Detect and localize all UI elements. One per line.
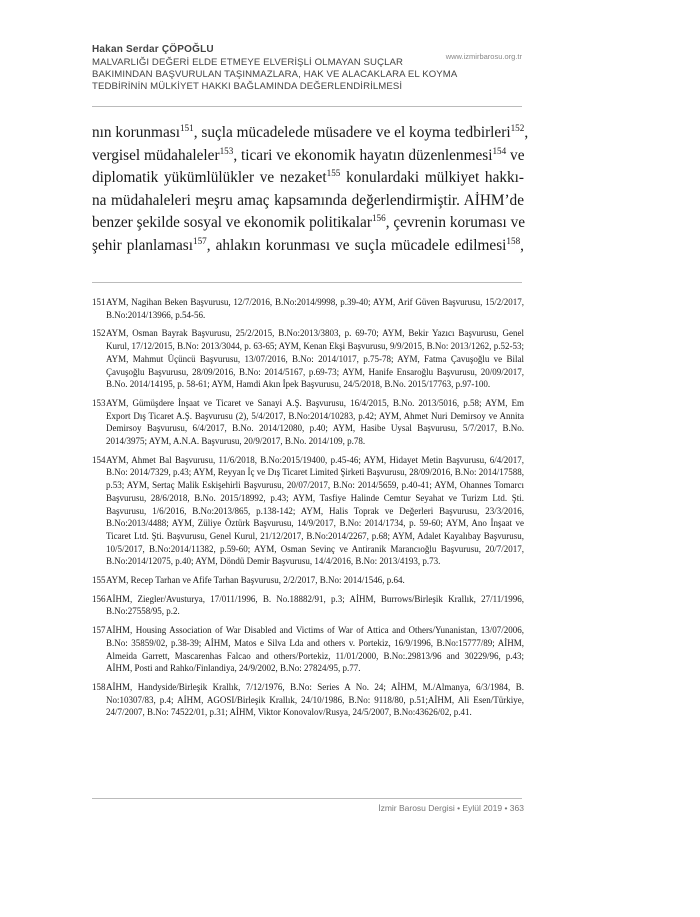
footnote-number: 153 bbox=[92, 397, 106, 408]
footnote bbox=[92, 397, 524, 448]
footnote-text: AYM, Nagihan Beken Başvurusu, 12/7/2016, B.No:2014/9998, p.39-40; AYM, Arif Güven Başvurusu, 15/2/2017, B.No:2014/13966, p.54-56. bbox=[106, 297, 524, 320]
footnote-text: AYM, Osman Bayrak Başvurusu, 25/2/2015, B.No:2013/3803, p. 69-70; AYM, Bekir Yazıcı Başvurusu, Genel Kurul, 17/12/2015, B.No: 2013/3044, p. 63-65; AYM, Kenan Ekşi Başvurusu, 9/9/2015, B.No: 2013/1262, p.52-53; AYM, Mahmut Üçüncü Başvurusu, 13/07/2016, B.No: 2014/1017, p.75-78; AYM, Fatma Çavuşoğlu ve Bilal Çavuşoğlu Başvurusu, 28/09/2016, B.No: 2014/5167, p.69-73; AYM, Hanife Ensaroğlu Başvurusu, 20/09/2017, B.No. 2014/14195, p. 58-61; AYM, Hamdi Akın İpek Başvurusu, 24/5/2018, B.No. 2015/17763, p.97-100. bbox=[106, 328, 524, 390]
footnote-ref[interactable]: 158 bbox=[506, 235, 521, 246]
page-footer: İzmir Barosu Dergisi • Eylül 2019 • 363 bbox=[378, 803, 524, 813]
footnote-number: 156 bbox=[92, 593, 106, 604]
footnote-number: 158 bbox=[92, 681, 106, 692]
body-line: diplomatik yükümlülükler ve nezaket$^{155}$ konulardaki mülkiyet hakkı- bbox=[92, 168, 525, 187]
footnote-number: 154 bbox=[92, 454, 106, 465]
footnote bbox=[92, 327, 524, 391]
footnote-ref[interactable]: 151 bbox=[179, 122, 194, 133]
footnote-number: 151 bbox=[92, 297, 106, 307]
body-text bbox=[92, 122, 529, 258]
footnote-number: 152 bbox=[92, 328, 106, 339]
footer-rule bbox=[92, 798, 522, 799]
footnote-number: 155 bbox=[92, 575, 106, 586]
body-line: vergisel müdahaleler$^{153}$, ticari ve ekonomik hayatın düzenlenmesi$^{154}$ ve bbox=[92, 145, 525, 164]
header-rule bbox=[92, 106, 522, 107]
footnote-text: AYM, Recep Tarhan ve Afife Tarhan Başvurusu, 2/2/2017, B.No: 2014/1546, p.64. bbox=[106, 575, 405, 586]
footnote bbox=[92, 454, 524, 568]
body-line: şehir planlaması$^{157}$, ahlakın korunması ve suçla mücadele edilmesi$^{158}$, bbox=[92, 235, 524, 254]
footnote-separator bbox=[92, 282, 522, 283]
footnote-ref[interactable]: 156 bbox=[371, 213, 386, 224]
author-name: Hakan Serdar ÇÖPOĞLU bbox=[92, 44, 214, 55]
footnote-ref[interactable]: 157 bbox=[193, 235, 207, 246]
running-header bbox=[92, 44, 522, 93]
footnote bbox=[92, 681, 524, 719]
footnote-text: AİHM, Handyside/Birleşik Krallık, 7/12/1976, B.No: Series A No. 24; AİHM, M./Almanya, 6/3/1984, B. No:10307/83, p.4; AİHM, AGOSI/Birleşik Krallık, 24/10/1986, B.No: 9118/80, p.51;AİHM, Ali Esen/Türkiye, 24/7/2007, B.No: 74522/01, p.31; AİHM, Viktor Konovalov/Rusya, 24/5/2007, B.No:43626/02, p.41. bbox=[106, 681, 524, 718]
footnote-text: AİHM, Housing Association of War Disabled and Victims of War of Attica and Others/Yunanistan, 13/07/2006, B.No: 35859/02, p.38-39; AİHM, Matos e Silva Lda and others v. Portekiz, 16/9/1996, B.No:15777/89; AİHM, Almeida Garrett, Mascarenhas Falcao and others/Portekiz, 11/01/2000, B.No:.29813/96 and 30229/96, p.43; AİHM, Posti and Rahko/Finlandiya, 24/9/2002, B.No: 27824/95, p.77. bbox=[106, 625, 524, 674]
footnotes bbox=[92, 296, 524, 725]
body-line: nın korunması$^{151}$, suçla mücadelede müsadere ve el koyma tedbirleri$^{152}$, bbox=[92, 122, 529, 141]
footnote-ref[interactable]: 154 bbox=[492, 145, 507, 156]
footnote bbox=[92, 593, 524, 618]
footnote-text: AİHM, Ziegler/Avusturya, 17/011/1996, B. No.18882/91, p.3; AİHM, Burrows/Birleşik Krallık, 27/11/1996, B.No:27558/95, p.2. bbox=[106, 593, 524, 617]
footnote-text: AYM, Ahmet Bal Başvurusu, 11/6/2018, B.No:2015/19400, p.45-46; AYM, Hidayet Metin Başvurusu, 6/4/2017, B.No: 2014/7329, p.43; AYM, Reyyan İç ve Dış Ticaret Limited Şirketi Başvurusu, 28/09/2016, B.No: 2014/17588, p.53; AYM, Sertaç Malik Eskişehirli Başvurusu, 20/07/2017, B.No: 2014/5659, p.40-41; AYM, Ohannes Tomarcı Başvurusu, 28/6/2018, B.No. 2015/18992, p.43; AYM, Tasfiye Halinde Cemtur Seyahat ve Turizm Ltd. Şti. Başvurusu, 1/6/2016, B.No:2013/865, p.138-142; AYM, Halis Toprak ve Değerleri Başvurusu, 23/3/2016, B.No:2013/4488; AYM, Züliye Öztürk Başvurusu, 14/9/2017, B.No: 2014/1734, p. 59-60; AYM, Ano İnşaat ve Ticaret Ltd. Şti. Başvurusu, Genel Kurul, 21/12/2017, B.No:2014/2267, p.68; AYM, Adalet Kayalıbay Başvurusu, 10/5/2017, B.No:2014/11382, p.59-60; AYM, Osman Sevinç ve Antiranik Marancıoğlu Başvurusu, 20/7/2017, B.No:2014/12075, p.40; AYM, Döndü Demir Başvurusu, 14/4/2016, B.No: 2013/4193, p.73. bbox=[106, 454, 524, 567]
footnote-ref[interactable]: 153 bbox=[219, 145, 234, 156]
body-line: na müdahaleleri meşru amaç kapsamında değerlendirmiştir. AİHM’de bbox=[92, 191, 524, 209]
website-url[interactable]: www.izmirbarosu.org.tr bbox=[445, 52, 522, 61]
footnote bbox=[92, 296, 524, 321]
article-title-line: TEDBİRİNİN MÜLKİYET HAKKI BAĞLAMINDA DEĞERLENDİRİLMESİ bbox=[92, 81, 403, 92]
footnote bbox=[92, 624, 524, 675]
article-title-line: BAKIMINDAN BAŞVURULAN TAŞINMAZLARA, HAK VE ALACAKLARA EL KOYMA bbox=[92, 69, 458, 80]
footnote-ref[interactable]: 155 bbox=[326, 168, 341, 179]
body-line: benzer şekilde sosyal ve ekonomik politikalar$^{156}$, çevrenin koruması ve bbox=[92, 213, 526, 232]
article-title-line: MALVARLIĞI DEĞERİ ELDE ETMEYE ELVERİŞLİ OLMAYAN SUÇLAR bbox=[92, 57, 404, 68]
article-title bbox=[92, 57, 522, 93]
footnote bbox=[92, 574, 524, 587]
footnote-text: AYM, Gümüşdere İnşaat ve Ticaret ve Sanayi A.Ş. Başvurusu, 16/4/2015, B.No. 2013/5016, p.58; AYM, Em Export Dış Ticaret A.Ş. Başvurusu (2), 5/4/2017, B.No:2014/10283, p.42; AYM, Ahmet Nuri Demirsoy ve Annita Demirsoy Başvurusu, 6/4/2017, B.No. 2014/12080, p.40; AYM, Hasibe Uysal Başvurusu, 5/7/2017, B.No. 2014/3975; AYM, A.N.A. Başvurusu, 20/9/2017, B.No. 2014/109, p.78. bbox=[106, 397, 524, 447]
footnote-ref[interactable]: 152 bbox=[510, 122, 525, 133]
footnote-number: 157 bbox=[92, 625, 106, 636]
